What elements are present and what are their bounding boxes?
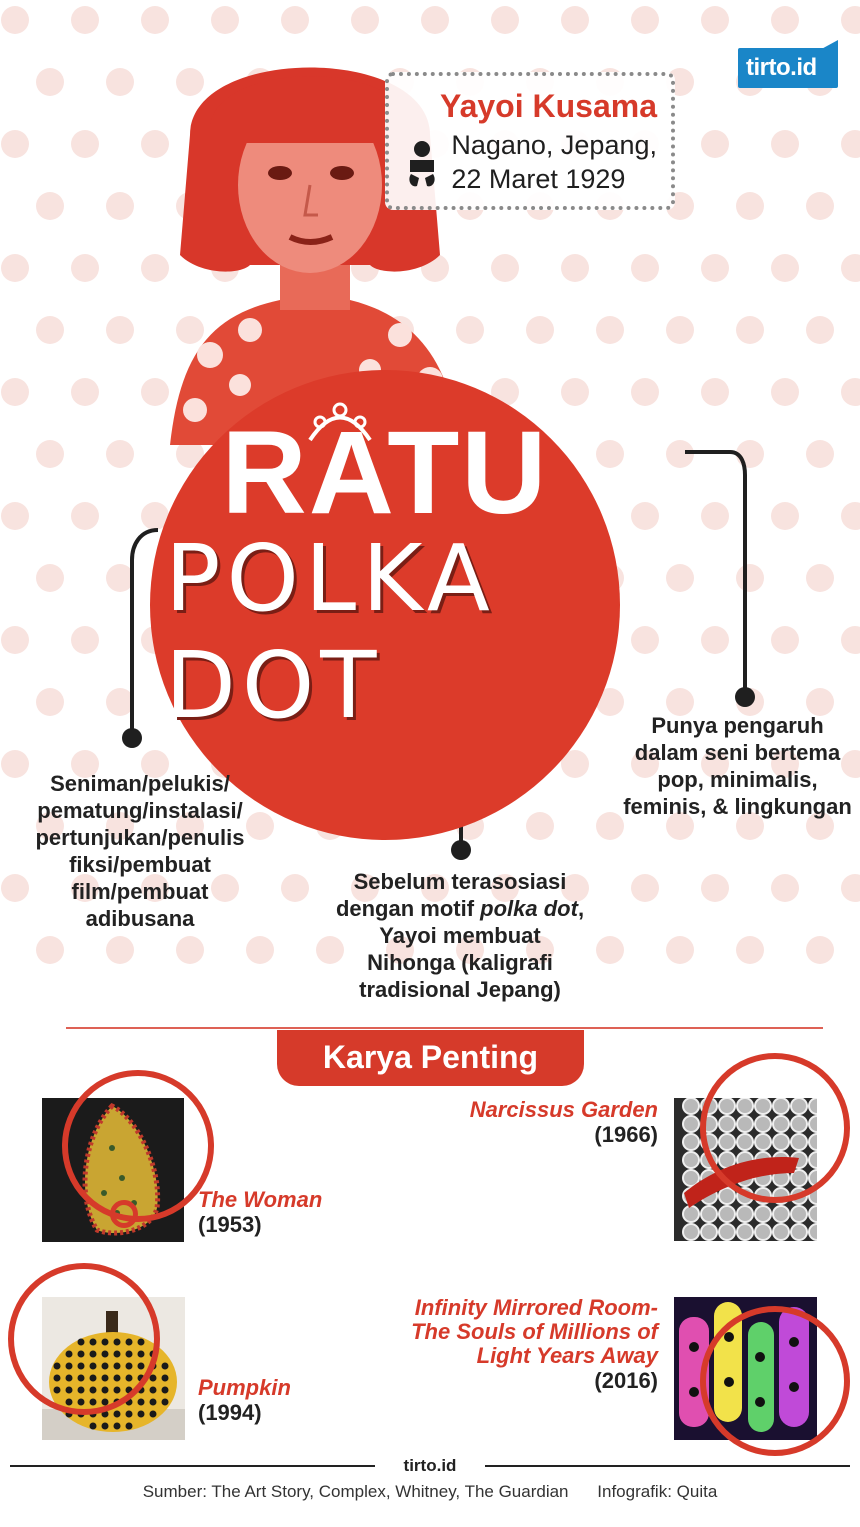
- fact-line: film/pembuat: [71, 879, 209, 904]
- fact-line: pop, minimalis,: [657, 767, 818, 792]
- credit-text: Infografik: Quita: [597, 1482, 718, 1501]
- work-title: Pumpkin: [198, 1375, 291, 1400]
- work-2-caption: [440, 1098, 658, 1148]
- pumpkin-dot: [162, 1387, 169, 1394]
- source-text: Sumber: The Art Story, Complex, Whitney, The Guardian: [142, 1482, 569, 1501]
- section-divider: [66, 1027, 823, 1029]
- mirror-sphere: [809, 1224, 817, 1240]
- work-title-line: Infinity Mirrored Room-: [414, 1295, 658, 1320]
- logo-text: tirto.id: [746, 54, 817, 81]
- pumpkin-dot: [126, 1411, 133, 1418]
- highlight-ring: [8, 1263, 160, 1415]
- mirror-sphere: [701, 1206, 717, 1222]
- fact-line: fiksi/pembuat: [69, 852, 211, 877]
- pumpkin-dot: [138, 1411, 145, 1418]
- mirror-sphere: [737, 1206, 753, 1222]
- mirror-sphere: [683, 1098, 699, 1114]
- fact-influence: [620, 712, 855, 820]
- work-title: The Woman: [198, 1187, 323, 1212]
- footer-rule-right: [485, 1465, 850, 1467]
- pumpkin-dot: [162, 1399, 169, 1406]
- fact-line: adibusana: [85, 906, 195, 931]
- mirror-sphere: [683, 1206, 699, 1222]
- work-4-caption: [408, 1296, 658, 1394]
- work-title: Narcissus Garden: [469, 1097, 658, 1122]
- mirror-sphere: [755, 1206, 771, 1222]
- fact-line: Punya pengaruh: [651, 713, 824, 738]
- pumpkin-dot: [162, 1363, 169, 1370]
- highlight-ring-small: [110, 1200, 138, 1228]
- fact-line: pertunjukan/penulis: [35, 825, 245, 850]
- mirror-sphere: [773, 1224, 789, 1240]
- fact-text: ,: [577, 896, 585, 921]
- pumpkin-dot: [150, 1387, 157, 1394]
- highlight-ring: [700, 1053, 850, 1203]
- mirror-sphere: [773, 1206, 789, 1222]
- birthdate: 22 Maret 1929: [451, 164, 626, 194]
- mirror-sphere: [701, 1224, 717, 1240]
- footer-brand: tirto.id: [403, 1456, 457, 1475]
- mirror-sphere: [737, 1224, 753, 1240]
- work-year: (1953): [198, 1212, 262, 1237]
- work-year: (1966): [594, 1122, 658, 1147]
- title-line-2: POLKA DOT: [165, 525, 496, 739]
- pumpkin-dot: [138, 1399, 145, 1406]
- mirror-sphere: [791, 1206, 807, 1222]
- pumpkin-dot: [90, 1423, 97, 1430]
- fact-line: Yayoi membuat: [379, 923, 541, 948]
- mirror-sphere: [683, 1224, 699, 1240]
- work-title-line: The Souls of Millions of: [411, 1319, 658, 1344]
- fact-line: dalam seni bertema: [634, 740, 841, 765]
- fact-nihonga: [330, 868, 590, 1003]
- mirror-sphere: [809, 1206, 817, 1222]
- work-1-caption: [198, 1188, 322, 1238]
- highlight-ring: [62, 1070, 214, 1222]
- fact-line: [330, 895, 590, 922]
- birthplace: Nagano, Jepang,: [451, 130, 657, 160]
- mirror-sphere: [791, 1224, 807, 1240]
- mirror-sphere: [719, 1224, 735, 1240]
- fact-line: tradisional Jepang): [359, 977, 561, 1002]
- fact-line: pematung/instalasi/: [37, 798, 243, 823]
- pumpkin-dot: [162, 1375, 169, 1382]
- highlight-ring: [700, 1306, 850, 1456]
- title-line-1: RATU: [221, 407, 549, 539]
- pumpkin-dot: [150, 1411, 157, 1418]
- pumpkin-dot: [114, 1423, 121, 1430]
- footer-sources: [0, 1482, 860, 1502]
- work-3-caption: [198, 1376, 291, 1426]
- mirror-sphere: [755, 1224, 771, 1240]
- footer-rule-left: [10, 1465, 375, 1467]
- pumpkin-dot: [150, 1399, 157, 1406]
- pumpkin-dot: [114, 1411, 121, 1418]
- fact-professions: [20, 770, 260, 932]
- pumpkin-dot: [102, 1423, 109, 1430]
- pumpkin-dot: [126, 1423, 133, 1430]
- work-year: (1994): [198, 1400, 262, 1425]
- mirror-sphere: [683, 1152, 699, 1168]
- mirror-sphere: [683, 1116, 699, 1132]
- mirror-sphere: [719, 1206, 735, 1222]
- work-title-line: Light Years Away: [476, 1343, 658, 1368]
- fact-line: feminis, & lingkungan: [623, 794, 852, 819]
- mirror-sphere: [683, 1134, 699, 1150]
- fact-line: Seniman/pelukis/: [50, 771, 230, 796]
- fact-line: Sebelum terasosiasi: [353, 869, 567, 894]
- fact-text: dengan motif: [335, 896, 481, 921]
- section-title: Karya Penting: [277, 1030, 584, 1086]
- fact-emphasis: polka dot: [480, 896, 578, 921]
- person-name: Yayoi Kusama: [440, 88, 657, 124]
- fact-line: Nihonga (kaligrafi: [367, 950, 553, 975]
- work-year: (2016): [594, 1368, 658, 1393]
